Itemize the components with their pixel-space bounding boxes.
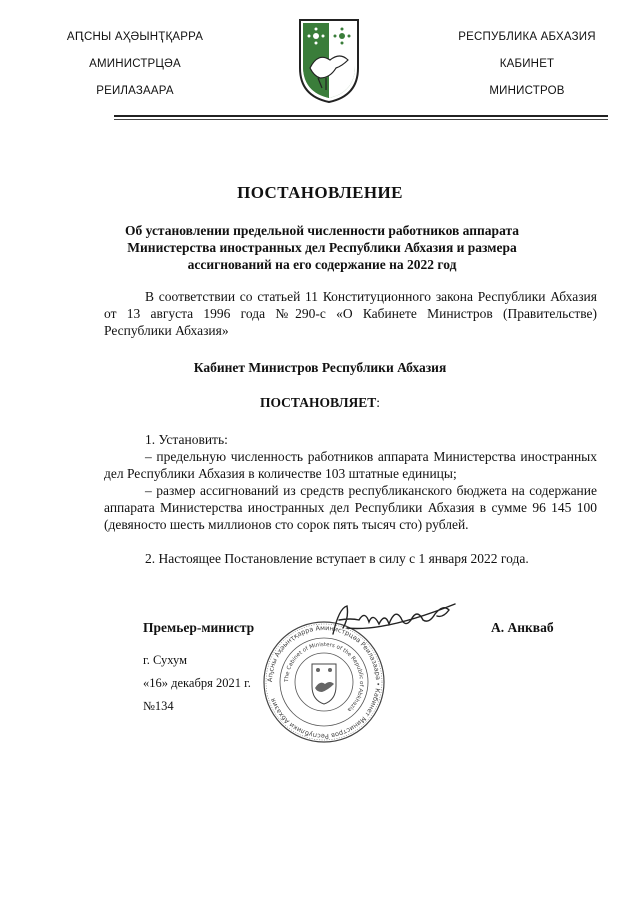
header-right-line-1: РЕСПУБЛИКА АБХАЗИЯ	[458, 31, 596, 43]
resolves-colon: :	[376, 395, 381, 410]
place-line: г. Сухум	[143, 653, 188, 667]
resolves-word: ПОСТАНОВЛЯЕТ	[259, 395, 377, 410]
header-left-line-1: АԤСНЫ АҲӘЫНҬҚАРРА	[66, 31, 204, 43]
signatory-position: Премьер-министр	[143, 620, 255, 635]
seal-outer-text: Аҧсны Аҳәынҭқарра Аминистрцәа Реилазаара • Кабинет Министров Республики Абхазия	[265, 623, 383, 741]
issuer-line: Кабинет Министров Республики Абхазия	[193, 360, 447, 375]
resolves-line	[0, 395, 640, 411]
document-subject: Об установлении предельной численности работников аппарата Министерства иностранных дел Республики Абхазия и размера ассигнований на его содержание на 2022 год	[124, 223, 520, 272]
item-1: 1. Установить:	[145, 432, 228, 447]
handwritten-signature	[325, 598, 465, 642]
header-divider-thin	[114, 119, 608, 120]
header-left-block	[30, 30, 240, 111]
header-right-block	[422, 30, 632, 111]
seal-inner-text: The Cabinet of Ministers of the Republic of Abkhazia	[283, 641, 365, 713]
header-left-line-3: РЕИЛАЗААРА	[96, 85, 174, 97]
item-1a: – предельную численность работников аппарата Министерства иностранных дел Республики Абхазия в количестве 103 штатные единицы;	[104, 449, 597, 481]
item-1b: – размер ассигнований из средств республиканского бюджета на содержание аппарата Министерства иностранных дел Республики Абхазия в сумме 96 145 100 (девяносто шесть миллионов сто сорок пять тысяч сто) рублей.	[104, 483, 597, 532]
number-line: №134	[143, 699, 174, 713]
header-right-line-3: МИНИСТРОВ	[489, 85, 565, 97]
signatory-name: А. Анкваб	[491, 620, 554, 635]
state-emblem-icon	[296, 16, 362, 104]
header-right-line-2: КАБИНЕТ	[499, 58, 555, 70]
document-title: ПОСТАНОВЛЕНИЕ	[237, 183, 403, 202]
header-left-line-2: АМИНИСТРЦӘА	[89, 58, 181, 70]
item-2: 2. Настоящее Постановление вступает в силу с 1 января 2022 года.	[145, 551, 529, 566]
date-line: «16» декабря 2021 г.	[143, 676, 251, 690]
preamble-paragraph: В соответствии со статьей 11 Конституционного закона Республики Абхазия от 13 августа 1996 года №290-с «О Кабинете Министров (Правительстве) Республики Абхазия»	[104, 289, 597, 338]
svg-text:The Cabinet of Ministers of th	[284, 642, 364, 712]
header-divider-thick	[114, 115, 608, 117]
